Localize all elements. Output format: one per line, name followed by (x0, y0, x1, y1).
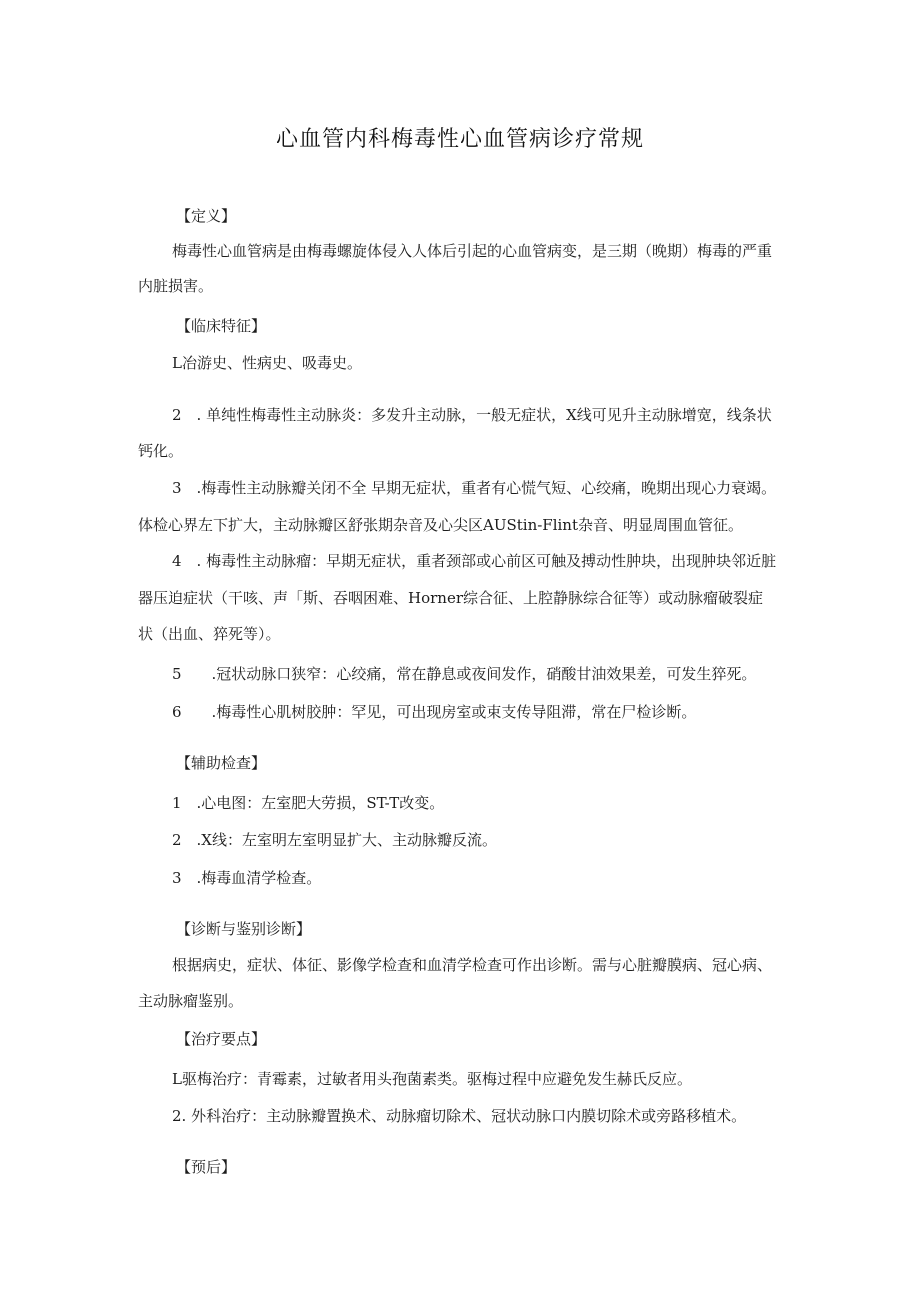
section-heading-diagnosis: 【诊断与鉴别诊断】 (176, 920, 312, 938)
list-item: 3 .梅毒血清学检查。 (172, 869, 322, 887)
list-item: 3 .梅毒性主动脉瓣关闭不全 早期无症状，重者有心慌气短、心绞痛，晚期出现心力衰竭。 (172, 479, 777, 497)
list-item: 5 .冠状动脉口狭窄：心绞痛，常在静息或夜间发作，硝酸甘油效果差，可发生猝死。 (172, 665, 757, 683)
section-heading-definition: 【定义】 (176, 207, 237, 225)
list-item: L驱梅治疗：青霉素，过敏者用头孢菌素类。驱梅过程中应避免发生赫氏反应。 (172, 1070, 692, 1088)
paragraph-line: 根据病史，症状、体征、影像学检查和血清学检查可作出诊断。需与心脏瓣膜病、冠心病、 (172, 956, 773, 974)
paragraph-line: 主动脉瘤鉴别。 (138, 992, 244, 1010)
paragraph-line: 器压迫症状（干咳、声「斯、吞咽困难、Horner综合征、上腔静脉综合征等）或动脉瘤破裂症 (138, 589, 763, 607)
section-heading-clinical-features: 【临床特征】 (176, 317, 267, 335)
list-item: 2. 外科治疗：主动脉瓣置换术、动脉瘤切除术、冠状动脉口内膜切除术或旁路移植术。 (172, 1107, 747, 1125)
section-heading-treatment: 【治疗要点】 (176, 1030, 267, 1048)
list-item: 1 .心电图：左室肥大劳损，ST-T改变。 (172, 794, 445, 812)
list-item: 6 .梅毒性心肌树胶肿：罕见，可出现房室或束支传导阻滞，常在尸检诊断。 (172, 703, 697, 721)
document-title: 心血管内科梅毒性心血管病诊疗常规 (275, 127, 644, 152)
paragraph-line: 钙化。 (138, 442, 184, 460)
paragraph-line: 体检心界左下扩大，主动脉瓣区舒张期杂音及心尖区AUStin-Flint杂音、明显周围血管征。 (138, 516, 743, 534)
section-heading-prognosis: 【预后】 (176, 1158, 237, 1176)
list-item: L冶游史、性病史、吸毒史。 (172, 354, 362, 372)
paragraph-line: 状（出血、猝死等）。 (138, 625, 281, 643)
paragraph-line: 梅毒性心血管病是由梅毒螺旋体侵入人体后引起的心血管病变，是三期（晚期）梅毒的严重 (172, 242, 773, 260)
section-heading-auxiliary-exams: 【辅助检查】 (176, 754, 267, 772)
list-item: 2 . 单纯性梅毒性主动脉炎：多发升主动脉，一般无症状，X线可见升主动脉增宽，线条状 (172, 406, 772, 424)
list-item: 4 . 梅毒性主动脉瘤：早期无症状，重者颈部或心前区可触及搏动性肿块，出现肿块邻近脏 (172, 552, 777, 570)
list-item: 2 .X线：左室明左室明显扩大、主动脉瓣反流。 (172, 831, 497, 849)
paragraph-line: 内脏损害。 (138, 277, 214, 295)
